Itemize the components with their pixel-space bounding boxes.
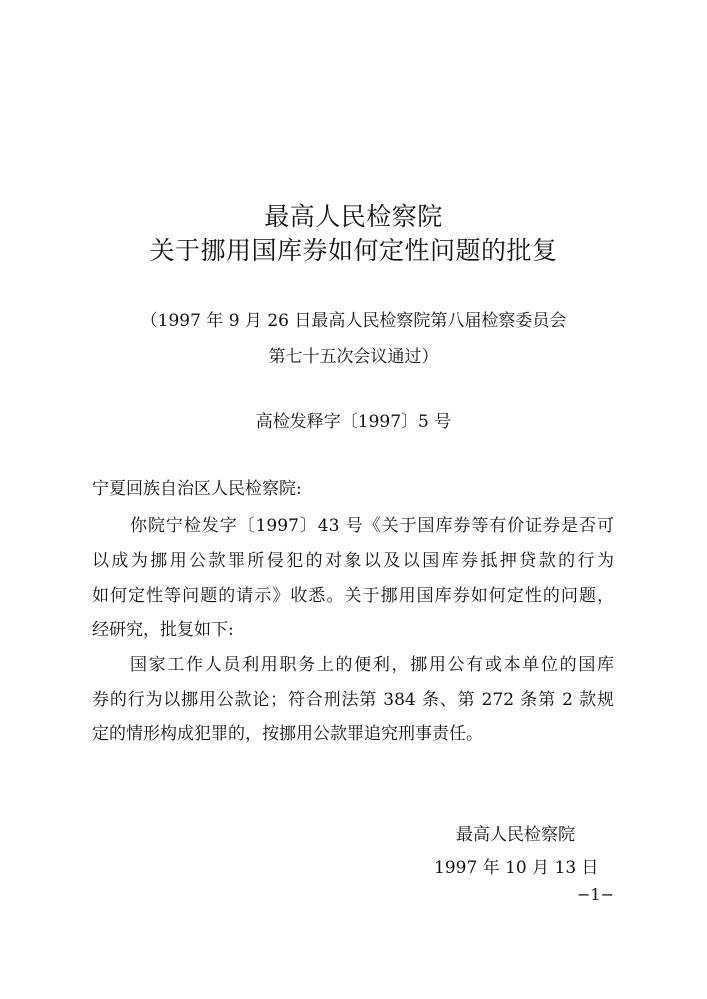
adoption-note-line-2: 第七十五次会议通过） <box>268 347 439 367</box>
signature-date: 1997 年 10 月 13 日 <box>434 858 599 878</box>
paragraph-1-line-4: 经研究，批复如下: <box>92 620 234 640</box>
paragraph-1-line-3: 如何定性等问题的请示》收悉。关于挪用国库券如何定性的问题， <box>92 586 614 606</box>
paragraph-1-line-2: 以成为挪用公款罪所侵犯的对象以及以国库券抵押贷款的行为 <box>92 551 614 571</box>
paragraph-2-line-3: 定的情形构成犯罪的，按挪用公款罪追究刑事责任。 <box>92 724 483 744</box>
document-number: 高检发释字〔1997〕5 号 <box>255 412 452 432</box>
document-title-line-1: 最高人民检察院 <box>264 202 443 231</box>
paragraph-2-line-1: 国家工作人员利用职务上的便利，挪用公有或本单位的国库 <box>130 655 614 675</box>
page-number: −1− <box>577 885 614 904</box>
addressee: 宁夏回族自治区人民检察院: <box>92 479 302 499</box>
signature-organization: 最高人民检察院 <box>456 825 575 845</box>
document-title-line-2: 关于挪用国库券如何定性问题的批复 <box>149 236 558 265</box>
paragraph-1-line-1: 你院宁检发字〔1997〕43 号《关于国库券等有价证券是否可 <box>130 516 614 536</box>
paragraph-2-line-2: 券的行为以挪用公款论；符合刑法第 384 条、第 272 条第 2 款规 <box>92 690 614 710</box>
adoption-note-line-1: （1997 年 9 月 26 日最高人民检察院第八届检察委员会 <box>140 311 567 331</box>
